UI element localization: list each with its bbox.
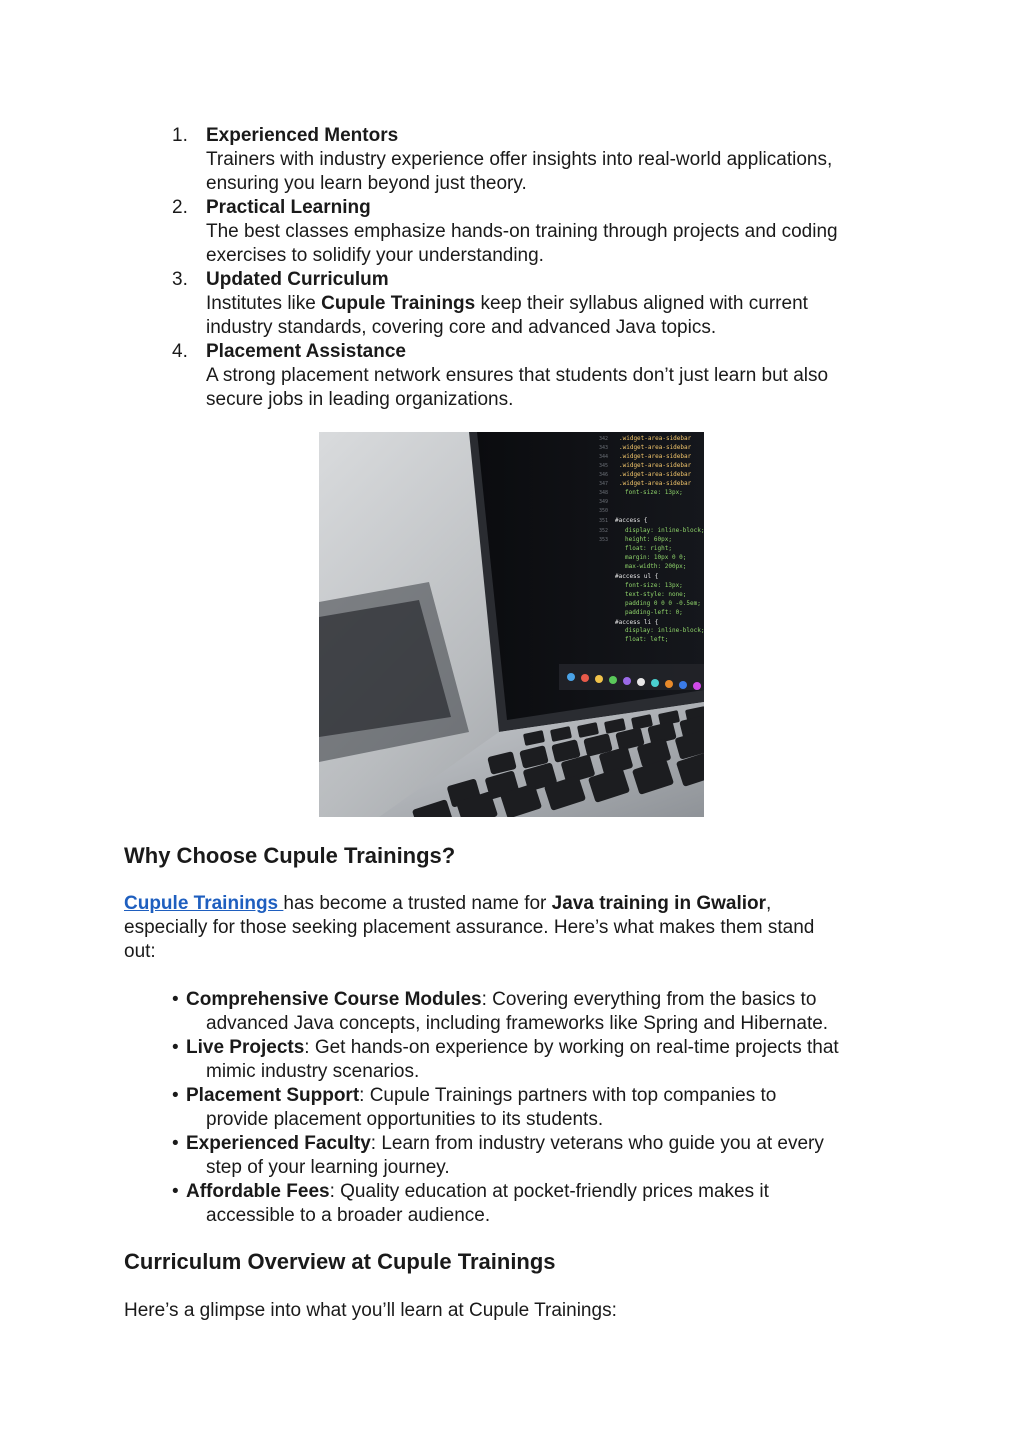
intro-text: especially for those seeking placement assurance. Here’s what makes them stand	[124, 917, 815, 938]
bullet-cont: step of your learning journey.	[206, 1157, 450, 1178]
list-number: 1.	[172, 125, 188, 146]
list-item	[124, 340, 914, 412]
list-item-desc	[206, 292, 914, 316]
svg-text:max-width: 200px;: max-width: 200px;	[625, 563, 687, 570]
intro-text: out:	[124, 941, 156, 962]
bullet-bold: Placement Support	[186, 1085, 360, 1106]
intro-text: ,	[766, 893, 772, 914]
section-heading-curriculum: Curriculum Overview at Cupule Trainings	[124, 1249, 556, 1274]
svg-text:.widget-area-sidebar: .widget-area-sidebar	[619, 444, 692, 451]
list-item-desc: exercises to solidify your understanding.	[206, 245, 544, 266]
bullet-list	[172, 988, 912, 1228]
intro-paragraph	[124, 892, 904, 964]
desc-bold: Cupule Trainings	[321, 293, 476, 314]
numbered-list	[124, 124, 914, 412]
list-item	[124, 196, 914, 268]
svg-text:display: inline-block;: display: inline-block;	[625, 627, 704, 634]
bullet-dot-icon: •	[172, 1037, 179, 1058]
svg-text:display: inline-block;: display: inline-block;	[625, 527, 704, 534]
bullet-cont: advanced Java concepts, including frameworks like Spring and Hibernate.	[206, 1013, 829, 1034]
svg-text:float: left;: float: left;	[625, 636, 669, 643]
bullet-bold: Live Projects	[186, 1037, 305, 1058]
svg-text:.widget-area-sidebar: .widget-area-sidebar	[619, 462, 692, 469]
bullet-bold: Experienced Faculty	[186, 1133, 371, 1154]
svg-text:.widget-area-sidebar: .widget-area-sidebar	[619, 480, 692, 487]
svg-text:347: 347	[599, 481, 609, 487]
list-item-desc: ensuring you learn beyond just theory.	[206, 173, 527, 194]
svg-text:font-size: 13px;: font-size: 13px;	[625, 582, 683, 589]
laptop-illustration	[319, 432, 704, 817]
bullet-bold: Affordable Fees	[186, 1181, 330, 1202]
list-item-desc: secure jobs in leading organizations.	[206, 389, 514, 410]
svg-text:padding-left: 0;: padding-left: 0;	[625, 609, 683, 616]
list-number: 3.	[172, 269, 188, 290]
svg-text:#access li {: #access li {	[615, 619, 659, 626]
svg-text:font-size: 13px;: font-size: 13px;	[625, 489, 683, 496]
svg-text:352: 352	[599, 528, 609, 534]
list-item-desc: Trainers with industry experience offer insights into real-world applications,	[206, 149, 833, 170]
list-number: 2.	[172, 197, 188, 218]
list-item-title: Practical Learning	[206, 197, 371, 218]
bullet-text: : Covering everything from the basics to	[481, 989, 817, 1010]
bullet-bold: Comprehensive Course Modules	[186, 989, 482, 1010]
bullet-item	[172, 1036, 912, 1084]
svg-text:342: 342	[599, 436, 609, 442]
bullet-text: : Cupule Trainings partners with top companies to	[359, 1085, 777, 1106]
svg-text:height: 60px;: height: 60px;	[625, 536, 672, 543]
laptop-code-photo	[319, 432, 704, 817]
svg-text:float: right;: float: right;	[625, 545, 672, 552]
curriculum-intro: Here’s a glimpse into what you’ll learn at Cupule Trainings:	[124, 1300, 617, 1321]
svg-text:#access {: #access {	[615, 517, 648, 524]
list-item-title: Experienced Mentors	[206, 125, 399, 146]
intro-text: has become a trusted name for	[283, 893, 552, 914]
bullet-item	[172, 988, 912, 1036]
bullet-text: : Quality education at pocket-friendly prices makes it	[329, 1181, 769, 1202]
svg-text:.widget-area-sidebar: .widget-area-sidebar	[619, 435, 692, 442]
svg-text:#access ul {: #access ul {	[615, 573, 659, 580]
bullet-dot-icon: •	[172, 1181, 179, 1202]
svg-text:margin: 10px 0 0;: margin: 10px 0 0;	[625, 554, 687, 561]
svg-text:.widget-area-sidebar: .widget-area-sidebar	[619, 453, 692, 460]
desc-text: keep their syllabus aligned with current	[475, 293, 808, 314]
bullet-dot-icon: •	[172, 1085, 179, 1106]
svg-text:351: 351	[599, 518, 609, 524]
list-item-desc: industry standards, covering core and advanced Java topics.	[206, 317, 717, 338]
bullet-text: : Learn from industry veterans who guide you at every	[370, 1133, 824, 1154]
bullet-cont: accessible to a broader audience.	[206, 1205, 491, 1226]
svg-text:.widget-area-sidebar: .widget-area-sidebar	[619, 471, 692, 478]
list-item-desc: The best classes emphasize hands-on training through projects and coding	[206, 221, 838, 242]
list-item-desc: A strong placement network ensures that students don’t just learn but also	[206, 365, 829, 386]
list-item-title: Placement Assistance	[206, 341, 406, 362]
bullet-item	[172, 1132, 912, 1180]
desc-text: Institutes like	[206, 293, 322, 314]
cupule-trainings-link[interactable]: Cupule Trainings	[124, 893, 284, 914]
svg-text:padding 0 0 0 -0.5em;: padding 0 0 0 -0.5em;	[625, 600, 701, 607]
svg-text:343: 343	[599, 445, 609, 451]
list-item	[124, 268, 914, 340]
svg-text:348: 348	[599, 490, 609, 496]
bullet-item	[172, 1084, 912, 1132]
bullet-dot-icon: •	[172, 989, 179, 1010]
svg-text:345: 345	[599, 463, 609, 469]
list-number: 4.	[172, 341, 188, 362]
section-heading-why: Why Choose Cupule Trainings?	[124, 843, 456, 868]
bullet-cont: mimic industry scenarios.	[206, 1061, 420, 1082]
bullet-item	[172, 1180, 912, 1228]
list-item	[124, 124, 914, 196]
svg-text:text-style: none;: text-style: none;	[625, 591, 687, 598]
svg-text:346: 346	[599, 472, 609, 478]
intro-bold: Java training in Gwalior	[551, 893, 767, 914]
bullet-text: : Get hands-on experience by working on real-time projects that	[304, 1037, 839, 1058]
svg-text:350: 350	[599, 508, 609, 514]
svg-text:353: 353	[599, 537, 609, 543]
bullet-dot-icon: •	[172, 1133, 179, 1154]
list-item-title: Updated Curriculum	[206, 269, 389, 290]
svg-text:349: 349	[599, 499, 609, 505]
svg-text:344: 344	[599, 454, 609, 460]
bullet-cont: provide placement opportunities to its students.	[206, 1109, 604, 1130]
